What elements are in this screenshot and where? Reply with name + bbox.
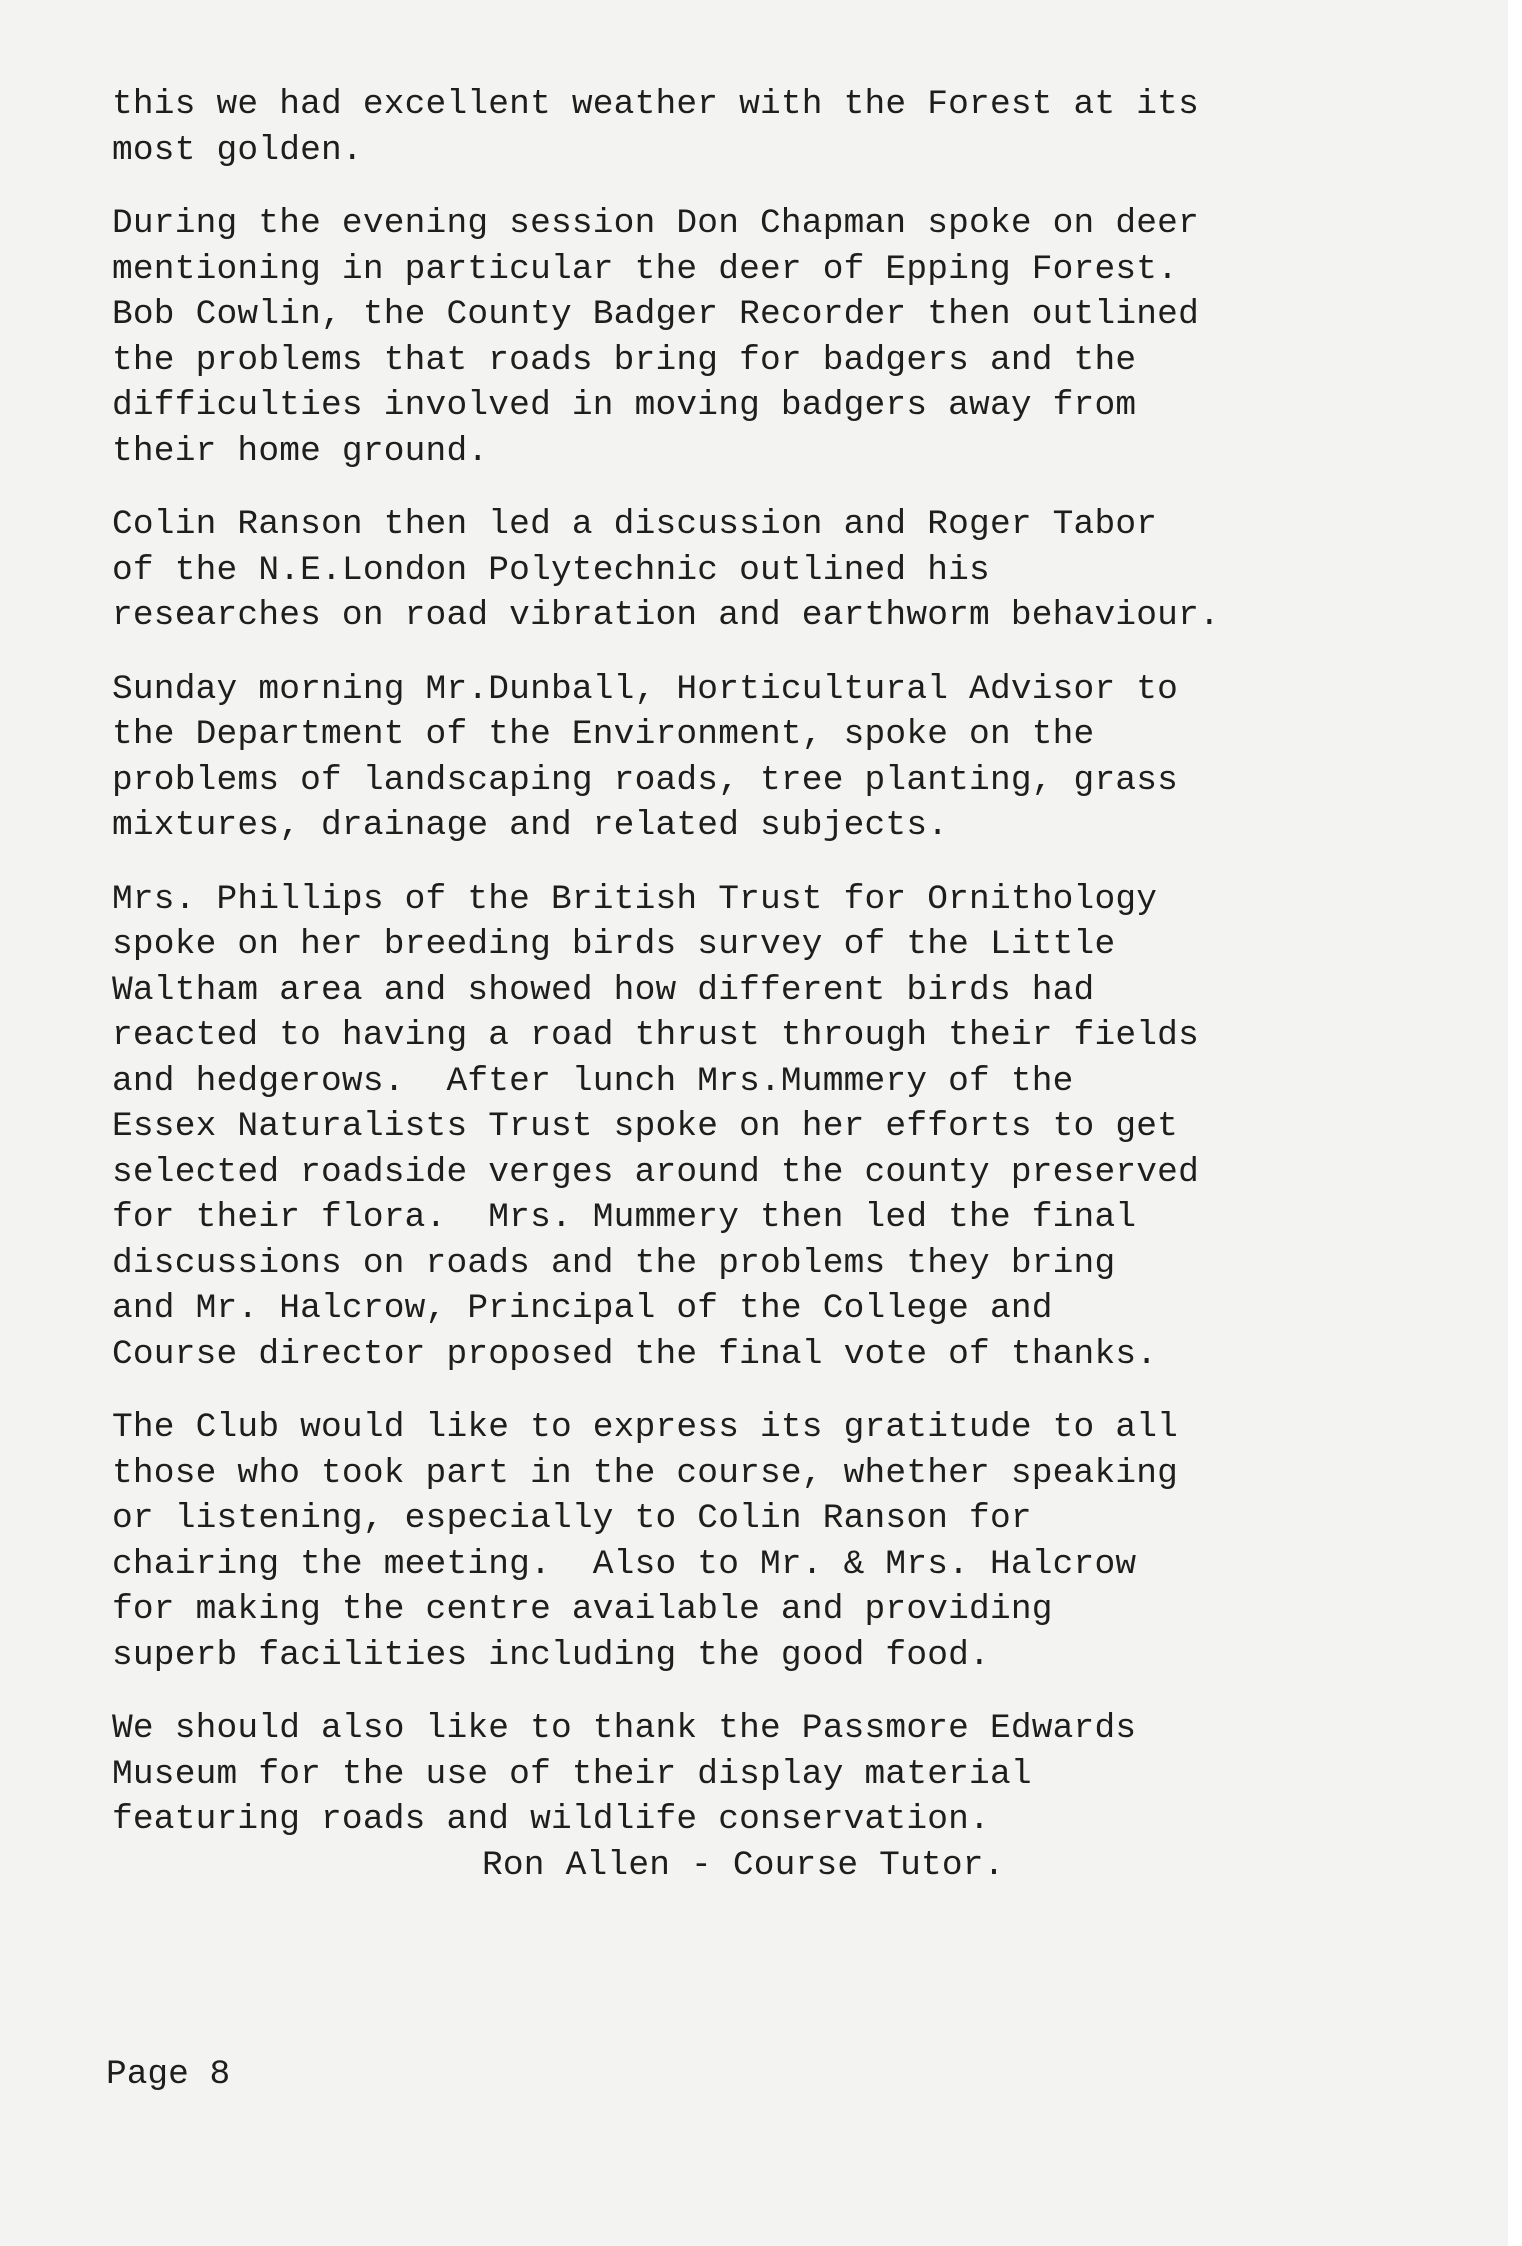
text-line: selected roadside verges around the county preserved [112, 1152, 1199, 1192]
text-line: for their flora. Mrs. Mummery then led the final [112, 1198, 1137, 1237]
text-line: their home ground. [112, 431, 489, 471]
text-line: We should also like to thank the Passmore Edwards [112, 1709, 1137, 1748]
text-line: chairing the meeting. Also to Mr. & Mrs. Halcrow [112, 1544, 1137, 1584]
text-line: the problems that roads bring for badgers and the [112, 340, 1137, 380]
text-line: superb facilities including the good food. [112, 1635, 990, 1675]
text-line: The Club would like to express its gratitude to all [112, 1408, 1179, 1447]
text-line: Essex Naturalists Trust spoke on her efforts to get [112, 1107, 1179, 1146]
text-line: Museum for the use of their display material [112, 1754, 1032, 1794]
text-line: mixtures, drainage and related subjects. [112, 806, 949, 845]
text-line: of the N.E.London Polytechnic outlined his [112, 550, 990, 590]
text-line: or listening, especially to Colin Ranson for [112, 1499, 1032, 1538]
page-number: Page 8 [106, 2055, 231, 2094]
signature: Ron Allen - Course Tutor. [482, 1845, 1005, 1885]
text-line: Mrs. Phillips of the British Trust for Ornithology [112, 879, 1158, 919]
paragraph [112, 82, 1412, 173]
paper-edge [1508, 0, 1522, 2246]
paragraph [112, 1405, 1412, 1678]
text-line: Bob Cowlin, the County Badger Recorder then outlined [112, 295, 1199, 334]
text-line: for making the centre available and providing [112, 1590, 1053, 1629]
text-line: most golden. [112, 130, 363, 170]
text-line: this we had excellent weather with the Forest at its [112, 85, 1199, 124]
paragraph [112, 502, 1412, 639]
text-line: reacted to having a road thrust through their fields [112, 1016, 1199, 1055]
text-line: Colin Ranson then led a discussion and Roger Tabor [112, 505, 1158, 544]
text-line: Sunday morning Mr.Dunball, Horticultural Advisor to [112, 669, 1179, 709]
text-line: During the evening session Don Chapman spoke on deer [112, 204, 1199, 243]
text-line: mentioning in particular the deer of Epping Forest. [112, 249, 1179, 289]
paragraph [112, 1706, 1412, 1888]
text-line: discussions on roads and the problems they bring [112, 1243, 1116, 1283]
text-line: spoke on her breeding birds survey of the Little [112, 925, 1116, 964]
paragraph [112, 667, 1412, 849]
text-line: and Mr. Halcrow, Principal of the College and [112, 1289, 1053, 1328]
paragraph [112, 877, 1412, 1378]
text-line: those who took part in the course, whether speaking [112, 1453, 1179, 1493]
text-line: and hedgerows. After lunch Mrs.Mummery of the [112, 1061, 1074, 1101]
text-line: problems of landscaping roads, tree planting, grass [112, 760, 1179, 800]
text-line: featuring roads and wildlife conservation. [112, 1800, 990, 1839]
paragraph [112, 201, 1412, 474]
text-line: researches on road vibration and earthworm behaviour. [112, 596, 1220, 635]
text-line: Waltham area and showed how different birds had [112, 970, 1095, 1010]
text-line: Course director proposed the final vote of thanks. [112, 1334, 1158, 1374]
body-text [112, 82, 1412, 1916]
text-line: difficulties involved in moving badgers away from [112, 386, 1137, 425]
text-line: the Department of the Environment, spoke on the [112, 715, 1095, 754]
